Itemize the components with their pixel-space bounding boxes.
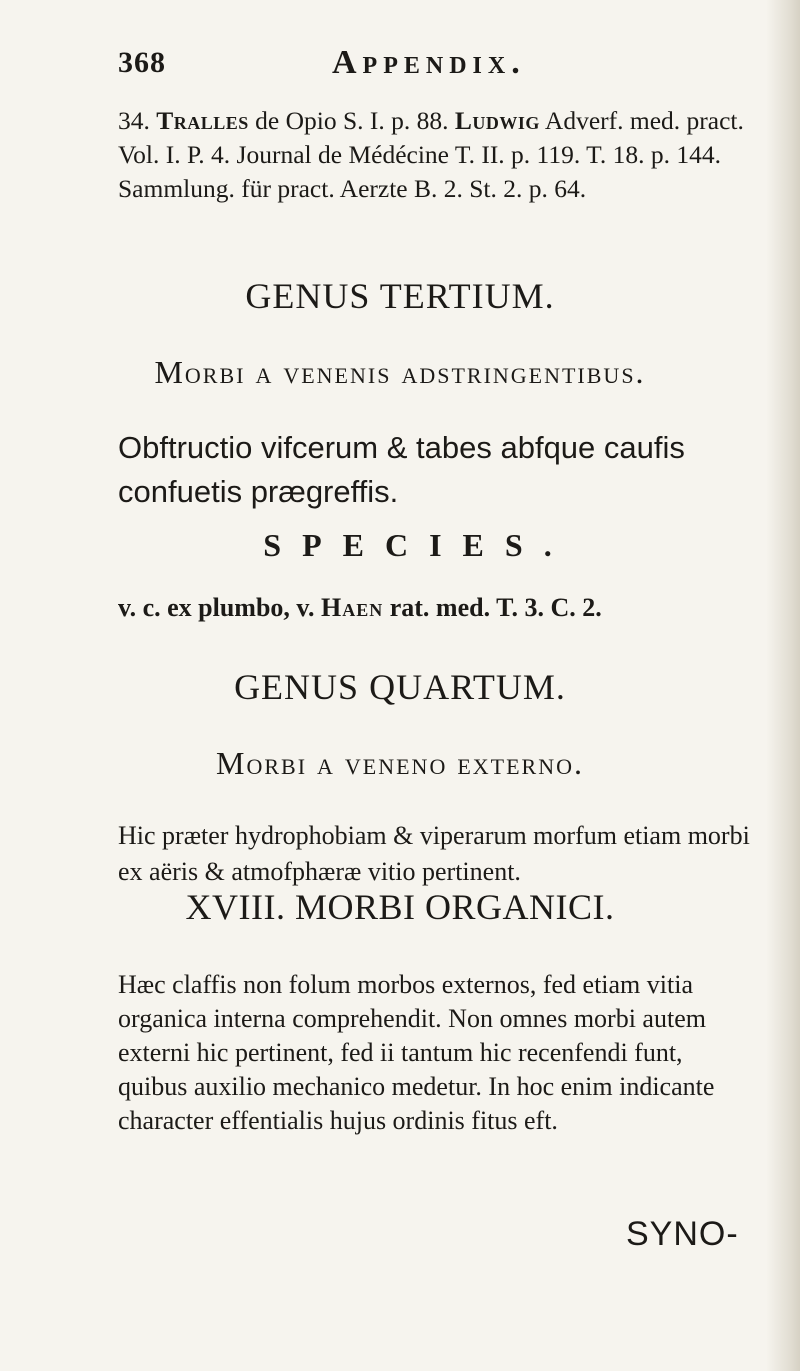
species-reference [118, 593, 758, 623]
class-xviii-heading: XVIII. MORBI ORGANICI. [185, 887, 615, 927]
species-ref-suffix: rat. med. T. 3. C. 2. [383, 593, 602, 622]
reference-number: 34. [118, 106, 150, 135]
genus-quartum-subtitle: Morbi a veneno externo. [216, 745, 584, 781]
reference-text-1: de Opio S. I. p. 88. [248, 106, 455, 135]
species-ref-author: Haen [320, 593, 384, 622]
genus-tertium-subtitle: Morbi a venenis adstringentibus. [154, 354, 646, 390]
reference-entry-34 [118, 104, 758, 206]
class-xviii-description: Hæc claffis non folum morbos externos, fed etiam vitia organica interna comprehendit. Non omnes morbi autem externi hic pertinent, fed ii tantum hic recenfendi funt, quibus auxilio mechanico medetur. In hoc enim indicante character effentialis hujus ordinis fitus eft. [118, 970, 715, 1135]
reference-author-ludwig: Ludwig [454, 106, 540, 135]
reference-author-tralles: Tralles [156, 106, 249, 135]
running-head: Appendix. [332, 44, 526, 81]
reference-text-2: Adverf. med. pract. Vol. I. P. 4. Journal de Médécine T. II. p. 119. T. 18. p. 144. Sammlung. für pract. Aerzte B. 2. St. 2. p. 64. [118, 106, 744, 203]
genus-quartum-description: Hic præter hydrophobiam & viperarum morfum etiam morbi ex aëris & atmofphæræ vitio pertinent. [118, 821, 750, 886]
species-ref-prefix: v. c. ex plumbo, v. [118, 593, 321, 622]
page-header [118, 42, 718, 90]
genus-quartum-heading: GENUS QUARTUM. [234, 667, 566, 707]
species-heading: SPECIES. [263, 527, 573, 563]
genus-tertium-heading: GENUS TERTIUM. [245, 276, 555, 316]
genus-tertium-description: Obftructio vifcerum & tabes abfque caufis confuetis prægreffis. [118, 430, 685, 509]
catchword: SYNO- [626, 1215, 739, 1253]
page-number: 368 [118, 46, 166, 79]
